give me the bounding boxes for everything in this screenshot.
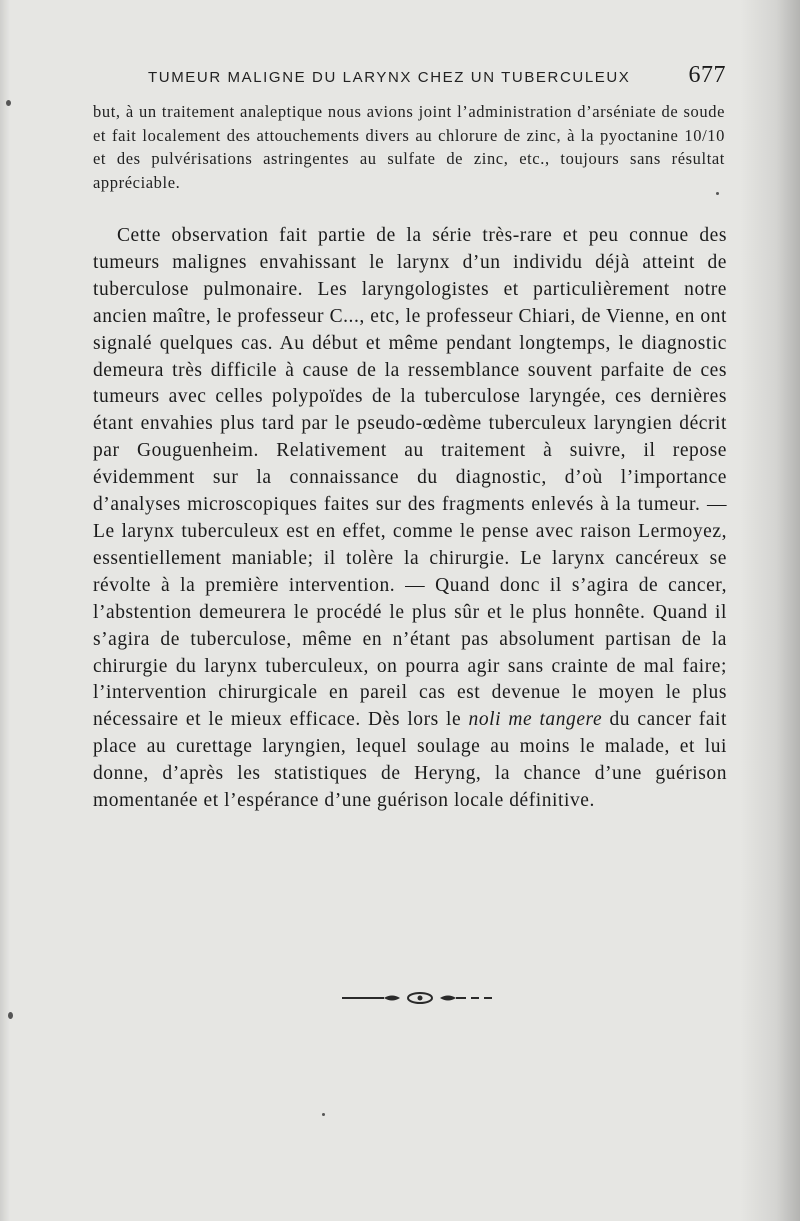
main-paragraph-text-after: du cancer fait place au curettage laryngien, lequel soulage au moins le malade, et lui donne, d’après les statistiques de Heryng, la chance d’une guérison momentanée et l’espérance d’une guérison locale définitive. [93,709,727,812]
main-text-block [93,223,727,815]
paper-speck [716,192,719,195]
latin-phrase: noli me tangere [468,709,603,731]
ornamental-rule-icon [340,990,500,1006]
page-number: 677 [688,62,726,88]
continued-note-paragraph [93,100,725,194]
page-right-edge-shadow [740,0,800,1221]
note-text: but, à un traitement analeptique nous avions joint l’administration d’arséniate de soude et fait localement des attouchements divers au chlorure de zinc, à la pyoctanine 10/10 et des pulvérisations astringentes au sulfate de zinc, etc., toujours sans résultat appréciable. [93,102,725,192]
paper-speck [6,100,11,106]
main-paragraph-text-before: Cette observation fait partie de la série très-rare et peu connue des tumeurs malignes envahissant le larynx d’un individu déjà atteint de tuberculose pulmonaire. Les laryngologistes et particulièrement notre ancien maître, le professeur C..., etc, le professeur Chiari, de Vienne, en ont signalé quelques cas. Au début et même pendant longtemps, le diagnostic demeura très difficile à cause de la ressemblance souvent parfaite de ces tumeurs avec celles polypoïdes de la tuberculose laryngée, ces dernières étant envahies plus tard par le pseudo-œdème tuberculeux laryngien décrit par Gouguenheim. Relativement au traitement à suivre, il repose évidemment sur la connaissance du diagnostic, d’où l’importance d’analyses microscopiques faites sur des fragments enlevés à la tumeur. — Le larynx tuberculeux est en effet, comme le pense avec raison Lermoyez, essentiellement maniable; il tolère la chirurgie. Le larynx cancéreux se révolte à la première intervention. — Quand donc il s’agira de cancer, l’abstention demeurera le procédé le plus sûr et le plus honnête. Quand il s’agira de tuberculose, même en n’étant pas absolument partisan de la chirurgie du larynx tuberculeux, on pourra agir sans crainte de mal faire; l’intervention chirurgicale en pareil cas est devenue le moyen le plus nécessaire et le mieux efficace. Dès lors le [93,225,727,731]
running-header [148,62,726,90]
paper-speck [322,1113,325,1116]
paper-speck [8,1012,13,1019]
main-paragraph [93,223,727,815]
page-left-edge-shadow [0,0,10,1221]
running-header-title: TUMEUR MALIGNE DU LARYNX CHEZ UN TUBERCULEUX [148,69,631,86]
